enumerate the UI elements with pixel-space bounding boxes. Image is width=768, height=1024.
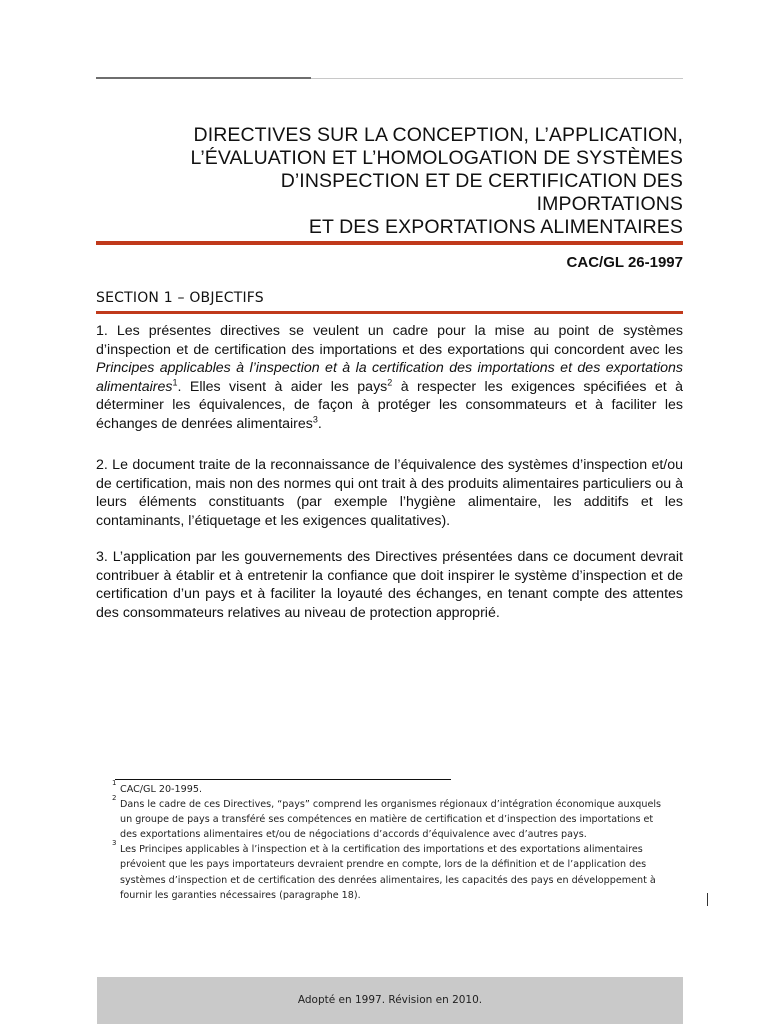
paragraph-1-text-c: à respecter les exigences spécifiées et à déterminer les équivalences, de façon à protéger les consommateurs et à faciliter les échanges de denrées alimentaires bbox=[96, 378, 683, 432]
footer-band bbox=[97, 977, 683, 1024]
adoption-note: Adopté en 1997. Révision en 2010. bbox=[297, 994, 483, 1006]
footnote-number: 3 bbox=[112, 839, 117, 848]
footnote-item bbox=[112, 794, 672, 842]
paragraph-3: 3. L’application par les gouvernements des Directives présentées dans ce document devrait contribuer à établir et à entretenir la confiance que doit inspirer le système d’inspection et de certification d’un pays et à faciliter la loyauté des échanges, en tenant compte des attentes des consommateurs relatives au niveau de protection approprié. bbox=[96, 549, 683, 621]
document-code: CAC/GL 26-1997 bbox=[566, 254, 683, 271]
footnote-number: 1 bbox=[112, 779, 117, 787]
footnote-separator bbox=[115, 779, 451, 780]
footnote-item bbox=[112, 839, 672, 902]
title-line-1: DIRECTIVES SUR LA CONCEPTION, L’APPLICATION, bbox=[193, 124, 683, 146]
title-line-2: L’ÉVALUATION ET L’HOMOLOGATION DE SYSTÈMES bbox=[190, 147, 683, 169]
footnote-ref-1: 1 bbox=[172, 377, 178, 388]
title-line-4: IMPORTATIONS bbox=[536, 193, 683, 215]
footnote-ref-2: 2 bbox=[387, 377, 393, 388]
change-bar bbox=[707, 893, 708, 906]
paragraph-1-text-d: . bbox=[317, 415, 322, 432]
footnote-text: Dans le cadre de ces Directives, “pays” comprend les organismes régionaux d’intégration économique auxquels un groupe de pays a transféré ses compétences en matière de certification et d’inspection des importations et des exportations alimentaires et/ou de négociations d’accords d’équivalence avec d’autres pays. bbox=[120, 799, 662, 841]
principes-title: Principes applicables à l’inspection et à la certification des importations et des exportations alimentaires bbox=[96, 360, 683, 395]
section-underline bbox=[96, 311, 683, 314]
paragraph-1-text-b: . Elles visent à aider les pays bbox=[177, 378, 388, 395]
footnote-ref-3: 3 bbox=[312, 414, 318, 425]
section-heading: SECTION 1 – OBJECTIFS bbox=[96, 290, 264, 306]
footnote-number: 2 bbox=[112, 794, 117, 803]
top-divider bbox=[96, 78, 683, 79]
title-underline bbox=[96, 241, 683, 245]
title-line-3: D’INSPECTION ET DE CERTIFICATION DES bbox=[280, 170, 683, 192]
paragraph-1 bbox=[96, 322, 683, 434]
footnote-text: Les Principes applicables à l’inspection et à la certification des importations et des exportations alimentaires prévoient que les pays importateurs devraient prendre en compte, lors de la définition et de l’application des systèmes d’inspection et de certification des denrées alimentaires, les capacités des pays en développement à fournir les garanties nécessaires (paragraphe 18). bbox=[120, 844, 656, 901]
footnotes bbox=[112, 779, 672, 903]
paragraph-2: 2. Le document traite de la reconnaissance de l’équivalence des systèmes d’inspection et/ou de certification, mais non des normes qui ont trait à des produits alimentaires particuliers ou à leurs éléments constituants (par exemple l’hygiène alimentaire, les additifs et les contaminants, l’étiquetage et les exigences qualitatives). bbox=[96, 457, 683, 529]
title-line-5: ET DES EXPORTATIONS ALIMENTAIRES bbox=[308, 216, 683, 238]
footnote-item bbox=[112, 779, 672, 797]
document-title bbox=[96, 124, 683, 239]
footnote-text: CAC/GL 20-1995. bbox=[120, 784, 202, 795]
paragraph-1-text-a: 1. Les présentes directives se veulent un cadre pour la mise au point de systèmes d’inspection et de certification des importations et des exportations qui concordent avec les bbox=[96, 323, 683, 358]
